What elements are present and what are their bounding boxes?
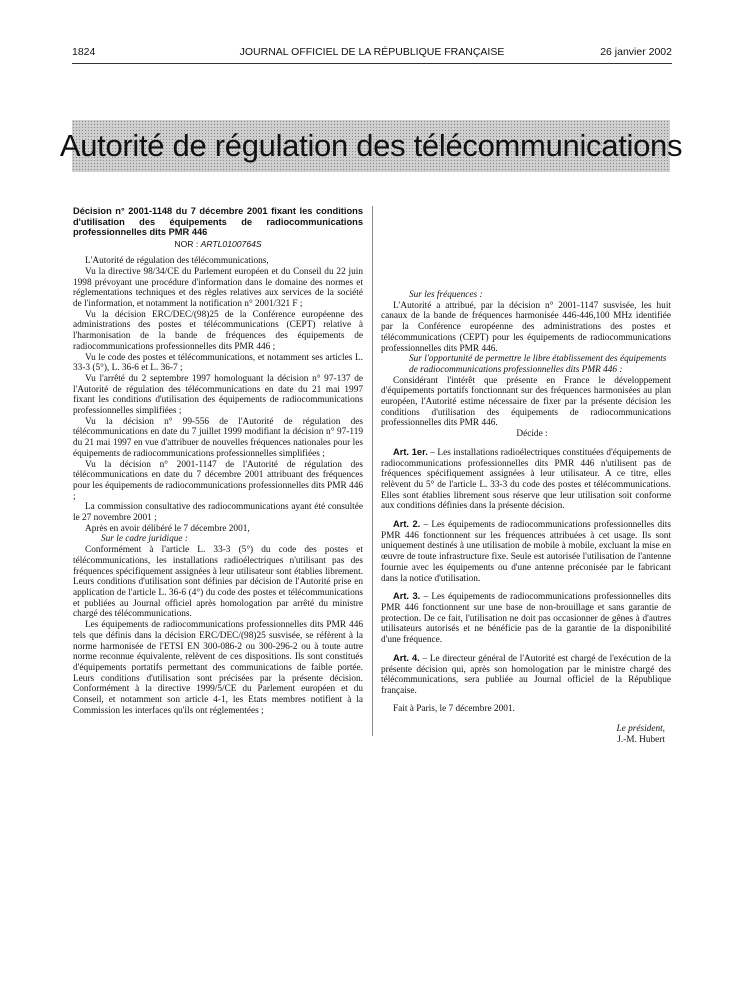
article-4 <box>381 653 671 697</box>
nor-reference <box>73 239 363 250</box>
article-text: – Le directeur général de l'Autorité est chargé de l'exécution de la présente décision qui, après son homologation par le ministre chargé des télécommunications, sera publiée au Journal officiel de la République française. <box>381 653 671 696</box>
signature-title: Le président, <box>616 724 665 735</box>
column-divider <box>372 206 373 736</box>
preamble-paragraph: L'Autorité de régulation des télécommunications, <box>85 256 269 267</box>
decide-heading: Décide : <box>516 429 548 440</box>
preamble-paragraph: La commission consultative des radiocommunications ayant été consultée le 27 novembre 2001 ; <box>73 502 363 524</box>
done-at: Fait à Paris, le 7 décembre 2001. <box>393 703 515 714</box>
decision-title: Décision n° 2001-1148 du 7 décembre 2001 fixant les conditions d'utilisation des équipements de radiocommunications professionnelles dits PMR 446 <box>73 206 363 237</box>
article-2 <box>381 519 671 584</box>
issue-date: 26 janvier 2002 <box>600 46 672 58</box>
article-1 <box>381 447 671 512</box>
left-column <box>73 206 363 716</box>
article-label: Art. 4. <box>393 652 420 663</box>
article-label: Art. 3. <box>393 591 421 602</box>
opportunity-paragraph: Considérant l'intérêt que présente en France le développement d'équipements portatifs fonctionnant sur des fréquences harmonisées au plan européen, l'Autorité estime nécessaire de fixer par la présente décision les conditions d'utilisation des équipements de radiocommunications professionnelles dits PMR 446. <box>381 375 671 429</box>
signature-name: J.-M. Hubert <box>617 735 665 746</box>
article-text: – Les installations radioélectriques constituées d'équipements de radiocommunications professionnelles dits PMR 446 n'utilisent pas de fréquences spécifiquement assignées à leur utilisateur. A ce titre, elles relèvent du 5° de l'article L. 33-3 du code des postes et télécommunications. Elles sont établies librement sous réserve que leur utilisation soit conforme aux conditions définies dans la présente décision. <box>381 447 671 512</box>
heading-legal-framework: Sur le cadre juridique : <box>101 534 188 545</box>
page-number: 1824 <box>72 46 96 58</box>
frequencies-paragraph: L'Autorité a attribué, par la décision n° 2001-1147 susvisée, les huit canaux de la bande de fréquences harmonisée 446-446,100 MHz identifiée par la Conférence européenne des administrations des postes et télécommunications (CEPT) pour les équipements de radiocommunications professionnelles dits PMR 446. <box>381 300 671 354</box>
section-banner <box>59 120 683 172</box>
preamble-paragraph: Vu la décision n° 99-556 de l'Autorité de régulation des télécommunications en date du 7 juillet 1999 modifiant la décision n° 97-119 du 21 mai 1997 en vue d'attribuer de nouvelles fréquences nationales pour les équipements de radiocommunications professionnelles simplifiées ; <box>73 416 363 459</box>
heading-frequencies: Sur les fréquences : <box>409 290 483 300</box>
journal-title: JOURNAL OFFICIEL DE LA RÉPUBLIQUE FRANÇAISE <box>239 46 505 58</box>
legal-paragraph: Conformément à l'article L. 33-3 (5°) du code des postes et télécommunications, les installations radioélectriques n'utilisant pas des fréquences spécifiquement assignées à leur utilisateur sont établies librement. Leurs conditions d'utilisation sont définies par décision de l'Autorité prise en application de l'article L. 36-6 (4°) du code des postes et télécommunications et publiées au Journal officiel après homologation par arrêté du ministre chargé des télécommunications. <box>73 545 363 620</box>
right-column <box>381 290 671 746</box>
nor-value: ARTL0100764S <box>200 238 262 249</box>
legal-paragraph: Les équipements de radiocommunications professionnelles dits PMR 446 tels que définis dans la décision ERC/DEC/(98)25 susvisée, se réfèrent à la norme harmonisée de l'ETSI EN 300-086-2 ou 300-296-2 ou à toute autre norme reconnue équivalente, relèvent de ces dispositions. Ils sont constitués d'équipements portatifs permettant des communications de faible portée. Leurs conditions d'utilisation sont précisées par la présente décision. Conformément à la directive 1999/5/CE du Parlement européen et du Conseil, et notamment son article 4-1, les Etats membres notifient à la Commission les interfaces qu'ils ont réglementées ; <box>73 620 363 716</box>
header-rule <box>72 63 672 64</box>
preamble-paragraph: Après en avoir délibéré le 7 décembre 2001, <box>85 523 250 534</box>
preamble-paragraph: Vu la décision n° 2001-1147 de l'Autorité de régulation des télécommunications en date du 7 décembre 2001 attribuant des fréquences pour les équipements de radiocommunications professionnelles dits PMR 446 ; <box>73 459 363 502</box>
preamble-paragraph: Vu le code des postes et télécommunications, et notamment ses articles L. 33-3 (5°), L. 36-6 et L. 36-7 ; <box>73 352 363 374</box>
article-label: Art. 1er. <box>393 446 428 457</box>
nor-label: NOR : <box>174 238 201 249</box>
banner-title: Autorité de régulation des télécommunications <box>59 128 683 163</box>
preamble-paragraph: Vu la directive 98/34/CE du Parlement européen et du Conseil du 22 juin 1998 prévoyant une procédure d'information dans le domaine des normes et réglementations techniques et des règles relatives aux services de la société de l'information, et notamment la notification n° 2001/321 F ; <box>73 266 363 310</box>
article-text: – Les équipements de radiocommunications professionnelles dits PMR 446 fonctionnent sur les fréquences attribuées à cet usage. Ils sont uniquement destinés à une utilisation de mobile à mobile, excluant la mise en œuvre de toute infrastructure fixe. Seule est autorisée l'utilisation de l'antenne fournie avec les équipements ou d'une antenne préconisée par le fabricant dans la notice d'utilisation. <box>381 520 671 584</box>
article-text: – Les équipements de radiocommunications professionnelles dits PMR 446 fonctionnent sur une base de non-brouillage et sans garantie de protection. De ce fait, l'utilisation ne doit pas occasionner de gênes à d'autres utilisateurs autorisés et ne bénéficie pas de la garantie de la disponibilité d'une fréquence. <box>381 592 671 646</box>
preamble-paragraph: Vu la décision ERC/DEC/(98)25 de la Conférence européenne des administrations des postes et télécommunications (CEPT) relative à l'harmonisation de la bande de fréquences des équipements de radiocommunications professionnelles dits PMR 446 ; <box>73 309 363 352</box>
article-label: Art. 2. <box>393 519 421 530</box>
page-header <box>72 46 672 60</box>
article-3 <box>381 591 671 646</box>
heading-opportunity: Sur l'opportunité de permettre le libre établissement des équipements de radiocommunications professionnelles dits PMR 446 : <box>409 354 667 375</box>
preamble-paragraph: Vu l'arrêté du 2 septembre 1997 homologuant la décision n° 97-137 de l'Autorité de régulation des télécommunications en date du 21 mai 1997 fixant les conditions d'utilisation des équipements de radiocommunications professionnelles simplifiées ; <box>73 373 363 417</box>
